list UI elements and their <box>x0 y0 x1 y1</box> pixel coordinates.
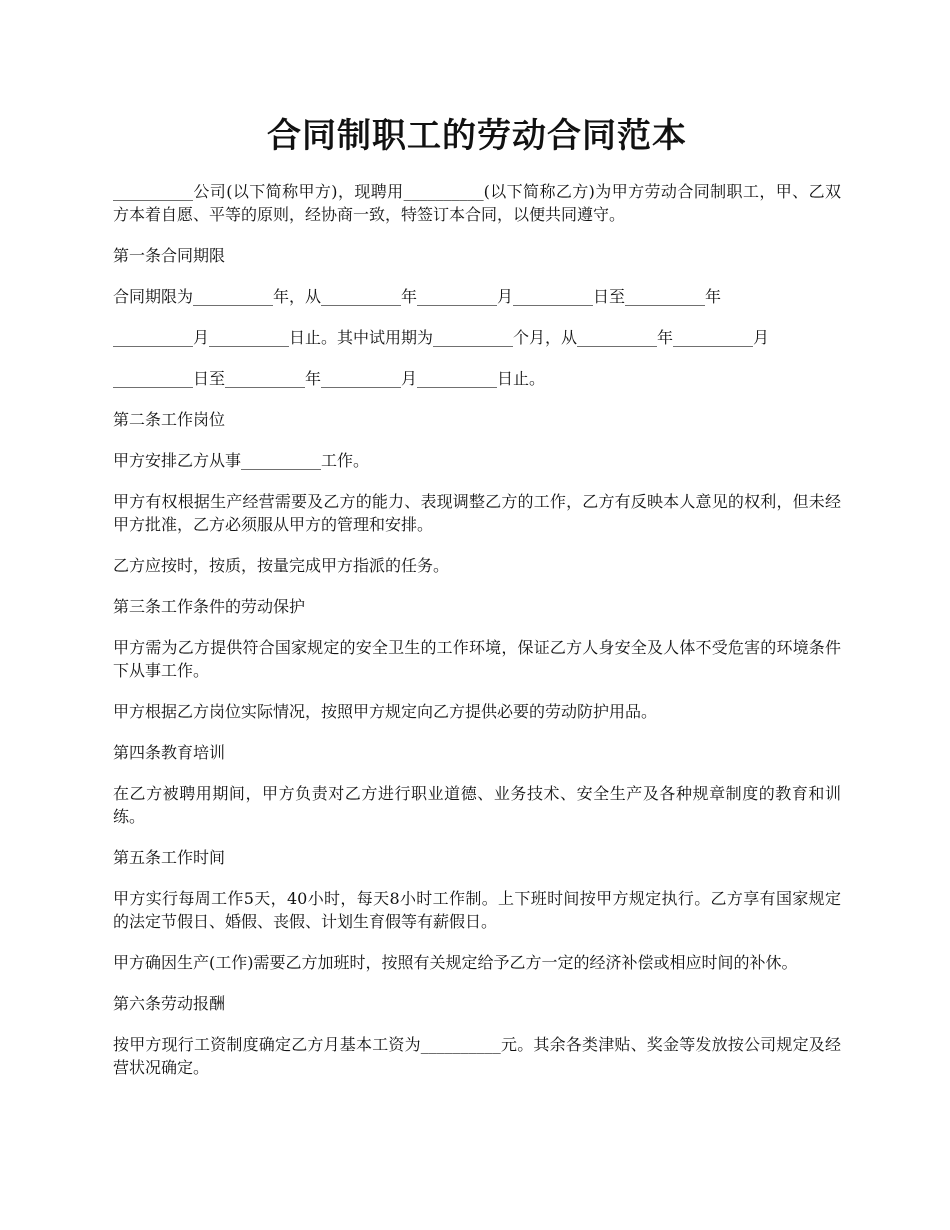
job-position-paragraph: 甲方安排乙方从事__________工作。 <box>113 451 370 470</box>
document-title: 合同制职工的劳动合同范本 <box>267 116 687 156</box>
work-environment-paragraph: 甲方需为乙方提供符合国家规定的安全卫生的工作环境，保证乙方人身安全及人体不受危害的环境条件下从事工作。 <box>113 638 841 680</box>
section-heading-5: 第五条工作时间 <box>113 848 226 867</box>
overtime-paragraph: 甲方确因生产(工作)需要乙方加班时，按照有关规定给予乙方一定的经济补偿或相应时间的补休。 <box>113 953 798 972</box>
contract-term-line-2: __________月__________日止。其中试用期为__________个月，从__________年__________月 <box>113 328 770 347</box>
working-hours-paragraph: 甲方实行每周工作5天，40小时，每天8小时工作制。上下班时间按甲方规定执行。乙方享有国家规定的法定节假日、婚假、丧假、计划生育假等有薪假日。 <box>113 889 841 931</box>
training-paragraph: 在乙方被聘用期间，甲方负责对乙方进行职业道德、业务技术、安全生产及各种规章制度的教育和训练。 <box>113 784 841 826</box>
section-heading-4: 第四条教育培训 <box>113 743 226 762</box>
task-completion-paragraph: 乙方应按时，按质，按量完成甲方指派的任务。 <box>113 556 450 575</box>
section-heading-3: 第三条工作条件的劳动保护 <box>113 597 306 616</box>
protective-equipment-paragraph: 甲方根据乙方岗位实际情况，按照甲方规定向乙方提供必要的劳动防护用品。 <box>113 702 658 721</box>
section-heading-6: 第六条劳动报酬 <box>113 994 226 1013</box>
salary-paragraph: 按甲方现行工资制度确定乙方月基本工资为__________元。其余各类津贴、奖金等发放按公司规定及经营状况确定。 <box>113 1035 841 1077</box>
document-page <box>113 112 841 1097</box>
job-adjustment-paragraph: 甲方有权根据生产经营需要及乙方的能力、表现调整乙方的工作，乙方有反映本人意见的权利，但未经甲方批准，乙方必须服从甲方的管理和安排。 <box>113 492 841 534</box>
section-heading-2: 第二条工作岗位 <box>113 410 226 429</box>
contract-term-line-3: __________日至__________年__________月__________日止。 <box>113 369 546 388</box>
section-heading-1: 第一条合同期限 <box>113 246 226 265</box>
contract-term-line-1: 合同期限为__________年，从__________年__________月__________日至__________年 <box>113 287 722 306</box>
intro-paragraph: __________公司(以下简称甲方)，现聘用__________(以下简称乙方)为甲方劳动合同制职工，甲、乙双方本着自愿、平等的原则，经协商一致，特签订本合同，以便共同遵守。 <box>113 182 841 224</box>
